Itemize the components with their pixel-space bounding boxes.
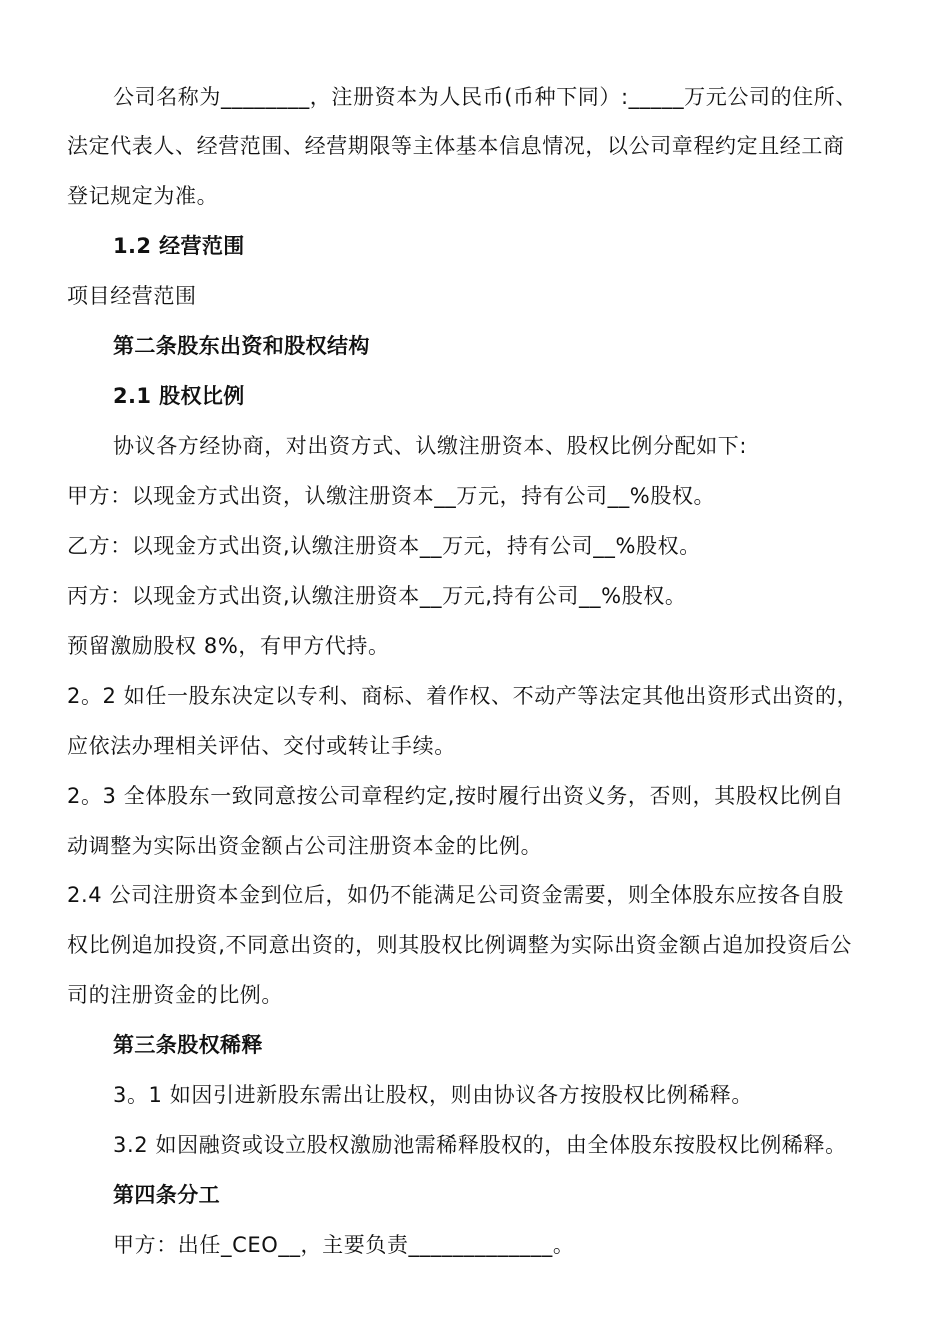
party-line: 乙方：以现金方式出资,认缴注册资本__万元，持有公司__%股权。 — [67, 534, 701, 558]
paragraph-line: 协议各方经协商，对出资方式、认缴注册资本、股权比例分配如下: — [113, 434, 748, 458]
paragraph-line: 公司名称为________，注册资本为人民币(币种下同）:_____万元公司的住所、 — [113, 85, 857, 109]
clause-line: 2.4 公司注册资本金到位后，如仍不能满足公司资金需要，则全体股东应按各自股 — [67, 883, 844, 907]
party-line: 甲方：以现金方式出资，认缴注册资本__万元，持有公司__%股权。 — [67, 484, 716, 508]
clause-line: 权比例追加投资,不同意出资的，则其股权比例调整为实际出资金额占追加投资后公 — [67, 933, 852, 957]
section-heading: 2.1 股权比例 — [113, 384, 245, 408]
clause-line: 3。1 如因引进新股东需出让股权，则由协议各方按股权比例稀释。 — [113, 1083, 753, 1107]
clause-line: 2。3 全体股东一致同意按公司章程约定,按时履行出资义务，否则，其股权比例自 — [67, 784, 844, 808]
paragraph-line: 登记规定为准。 — [67, 184, 219, 208]
party-line: 丙方：以现金方式出资,认缴注册资本__万元,持有公司__%股权。 — [67, 584, 687, 608]
clause-line: 应依法办理相关评估、交付或转让手续。 — [67, 734, 456, 758]
article-heading: 第四条分工 — [113, 1183, 220, 1207]
article-heading: 第二条股东出资和股权结构 — [113, 334, 370, 358]
section-heading: 1.2 经营范围 — [113, 234, 245, 258]
paragraph-line: 预留激励股权 8%，有甲方代持。 — [67, 634, 390, 658]
party-line: 甲方：出任_CEO__，主要负责_____________。 — [113, 1233, 575, 1257]
clause-line: 2。2 如任一股东决定以专利、商标、着作权、不动产等法定其他出资形式出资的， — [67, 684, 859, 708]
clause-line: 司的注册资金的比例。 — [67, 983, 283, 1007]
paragraph-line: 项目经营范围 — [67, 284, 197, 308]
article-heading: 第三条股权稀释 — [113, 1033, 263, 1057]
clause-line: 3.2 如因融资或设立股权激励池需稀释股权的，由全体股东按股权比例稀释。 — [113, 1133, 847, 1157]
clause-line: 动调整为实际出资金额占公司注册资本金的比例。 — [67, 834, 543, 858]
paragraph-line: 法定代表人、经营范围、经营期限等主体基本信息情况，以公司章程约定且经工商 — [67, 134, 845, 158]
